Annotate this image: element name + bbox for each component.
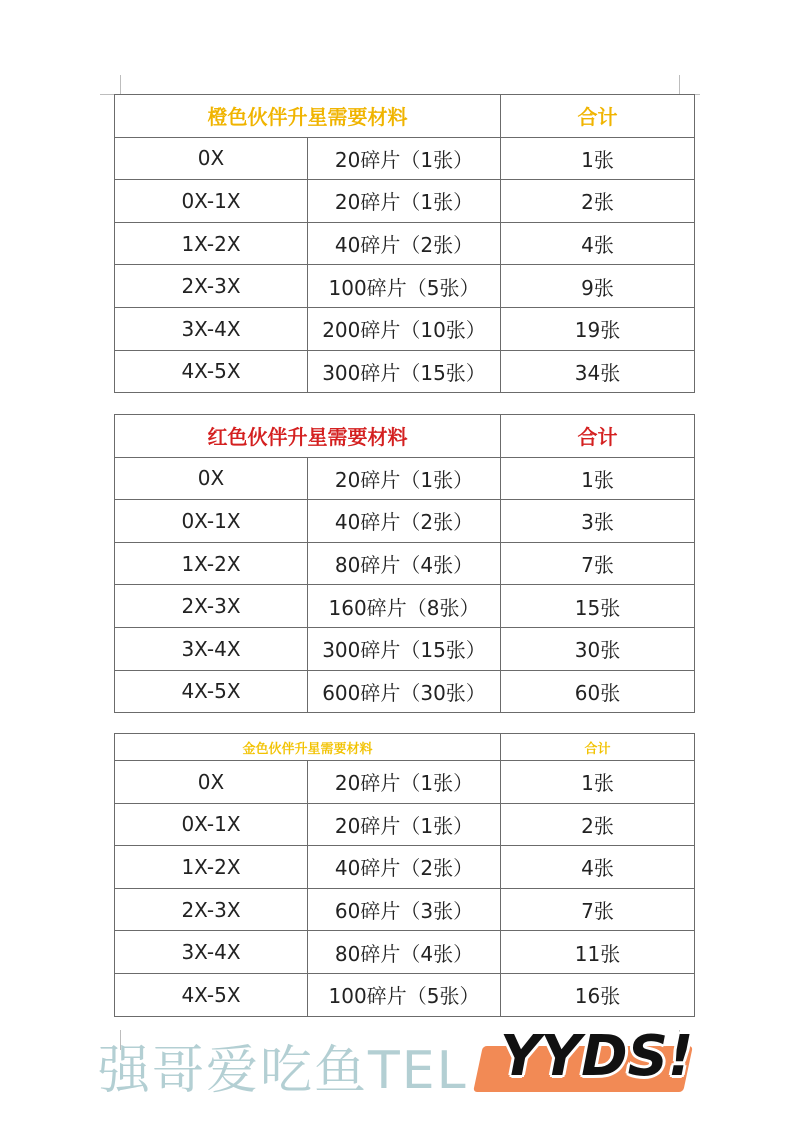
- material-cell: 80碎片（4张）: [308, 542, 501, 585]
- material-cell: 40碎片（2张）: [308, 846, 501, 889]
- stage-cell: 1X-2X: [115, 846, 308, 889]
- total-cell: 60张: [501, 670, 695, 713]
- table-header-row: [115, 95, 695, 138]
- table-row: [115, 670, 695, 713]
- total-cell: 1张: [501, 137, 695, 180]
- table-row: [115, 542, 695, 585]
- material-cell: 160碎片（8张）: [308, 585, 501, 628]
- total-header: 合计: [501, 95, 695, 138]
- stage-cell: 0X: [115, 137, 308, 180]
- total-cell: 34张: [501, 350, 695, 393]
- table-title: 红色伙伴升星需要材料: [115, 415, 501, 458]
- page-corner-mark: [120, 75, 121, 95]
- table-row: [115, 137, 695, 180]
- table-header-row: [115, 734, 695, 761]
- table-row: [115, 350, 695, 393]
- stage-cell: 2X-3X: [115, 265, 308, 308]
- table-row: [115, 222, 695, 265]
- table-row: [115, 931, 695, 974]
- stage-cell: 0X-1X: [115, 803, 308, 846]
- material-cell: 300碎片（15张）: [308, 627, 501, 670]
- table-header-row: [115, 415, 695, 458]
- total-header: 合计: [501, 734, 695, 761]
- stage-cell: 0X-1X: [115, 180, 308, 223]
- total-cell: 2张: [501, 803, 695, 846]
- total-cell: 30张: [501, 627, 695, 670]
- material-cell: 20碎片（1张）: [308, 803, 501, 846]
- table-title: 金色伙伴升星需要材料: [115, 734, 501, 761]
- table-title: 橙色伙伴升星需要材料: [115, 95, 501, 138]
- material-cell: 200碎片（10张）: [308, 307, 501, 350]
- stage-cell: 3X-4X: [115, 307, 308, 350]
- stage-cell: 3X-4X: [115, 627, 308, 670]
- stage-cell: 4X-5X: [115, 973, 308, 1016]
- table-row: [115, 803, 695, 846]
- material-cell: 80碎片（4张）: [308, 931, 501, 974]
- material-cell: 100碎片（5张）: [308, 973, 501, 1016]
- gold-partner-table: [114, 733, 695, 1017]
- orange-partner-table: [114, 94, 695, 393]
- table-row: [115, 585, 695, 628]
- material-cell: 20碎片（1张）: [308, 457, 501, 500]
- stage-cell: 1X-2X: [115, 542, 308, 585]
- table-row: [115, 761, 695, 804]
- table-row: [115, 265, 695, 308]
- material-cell: 60碎片（3张）: [308, 888, 501, 931]
- page-corner-mark: [679, 75, 680, 95]
- table-row: [115, 307, 695, 350]
- stage-cell: 4X-5X: [115, 670, 308, 713]
- total-cell: 16张: [501, 973, 695, 1016]
- total-cell: 3张: [501, 500, 695, 543]
- total-cell: 7张: [501, 888, 695, 931]
- material-cell: 100碎片（5张）: [308, 265, 501, 308]
- table-row: [115, 973, 695, 1016]
- watermark-text: 强哥爱吃鱼TEL: [98, 1041, 468, 1101]
- material-cell: 20碎片（1张）: [308, 180, 501, 223]
- total-cell: 15张: [501, 585, 695, 628]
- stage-cell: 3X-4X: [115, 931, 308, 974]
- material-cell: 20碎片（1张）: [308, 137, 501, 180]
- total-cell: 2张: [501, 180, 695, 223]
- total-cell: 1张: [501, 761, 695, 804]
- material-cell: 600碎片（30张）: [308, 670, 501, 713]
- stage-cell: 0X: [115, 761, 308, 804]
- total-cell: 4张: [501, 222, 695, 265]
- material-cell: 20碎片（1张）: [308, 761, 501, 804]
- total-cell: 19张: [501, 307, 695, 350]
- table-row: [115, 457, 695, 500]
- table-row: [115, 846, 695, 889]
- watermark-badge: YYDS!: [500, 1024, 694, 1089]
- total-cell: 9张: [501, 265, 695, 308]
- table-row: [115, 180, 695, 223]
- material-cell: 40碎片（2张）: [308, 222, 501, 265]
- total-cell: 1张: [501, 457, 695, 500]
- table-row: [115, 888, 695, 931]
- material-cell: 300碎片（15张）: [308, 350, 501, 393]
- stage-cell: 0X-1X: [115, 500, 308, 543]
- material-cell: 40碎片（2张）: [308, 500, 501, 543]
- stage-cell: 1X-2X: [115, 222, 308, 265]
- stage-cell: 0X: [115, 457, 308, 500]
- table-row: [115, 627, 695, 670]
- total-cell: 11张: [501, 931, 695, 974]
- table-row: [115, 500, 695, 543]
- red-partner-table: [114, 414, 695, 713]
- total-cell: 4张: [501, 846, 695, 889]
- stage-cell: 2X-3X: [115, 585, 308, 628]
- stage-cell: 2X-3X: [115, 888, 308, 931]
- stage-cell: 4X-5X: [115, 350, 308, 393]
- total-header: 合计: [501, 415, 695, 458]
- total-cell: 7张: [501, 542, 695, 585]
